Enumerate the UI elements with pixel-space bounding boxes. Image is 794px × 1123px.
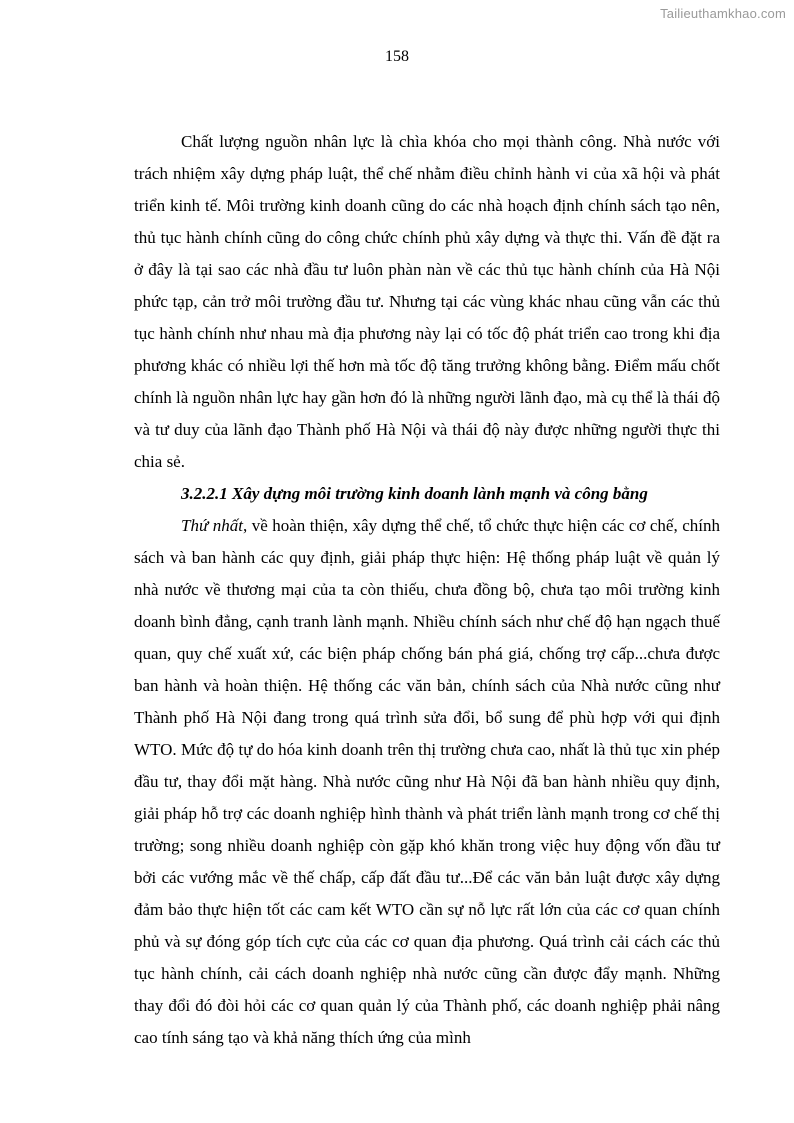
document-body — [134, 126, 720, 1054]
paragraph-2 — [134, 510, 720, 1054]
watermark-text: Tailieuthamkhao.com — [660, 6, 786, 21]
section-heading: 3.2.2.1 Xây dựng môi trường kinh doanh lành mạnh và công bằng — [181, 484, 648, 503]
paragraph-2-text: , về hoàn thiện, xây dựng thể chế, tổ chức thực hiện các cơ chế, chính sách và ban hành các quy định, giải pháp thực hiện: Hệ thống pháp luật về quản lý nhà nước về thương mại của ta còn thiếu, chưa đồng bộ, chưa tạo môi trường kinh doanh bình đẳng, cạnh tranh lành mạnh. Nhiều chính sách như chế độ hạn ngạch thuế quan, quy chế xuất xứ, các biện pháp chống bán phá giá, chống trợ cấp...chưa được ban hành và hoàn thiện. Hệ thống các văn bản, chính sách của Nhà nước cũng như Thành phố Hà Nội đang trong quá trình sửa đổi, bổ sung để phù hợp với qui định WTO. Mức độ tự do hóa kinh doanh trên thị trường chưa cao, nhất là thủ tục xin phép đầu tư, thay đổi mặt hàng. Nhà nước cũng như Hà Nội đã ban hành nhiều quy định, giải pháp hỗ trợ các doanh nghiệp hình thành và phát triển lành mạnh trong cơ chế thị trường; song nhiều doanh nghiệp còn gặp khó khăn trong việc huy động vốn đầu tư bởi các vướng mắc về thế chấp, cấp đất đầu tư...Để các văn bản luật được xây dựng đảm bảo thực hiện tốt các cam kết WTO cần sự nỗ lực rất lớn của các cơ quan chính phủ và sự đóng góp tích cực của các cơ quan địa phương. Quá trình cải cách các thủ tục hành chính, cải cách doanh nghiệp nhà nước cũng cần được đẩy mạnh. Những thay đổi đó đòi hỏi các cơ quan quản lý của Thành phố, các doanh nghiệp phải nâng cao tính sáng tạo và khả năng thích ứng của mình — [134, 516, 720, 1047]
paragraph-1: Chất lượng nguồn nhân lực là chìa khóa cho mọi thành công. Nhà nước với trách nhiệm xây dựng pháp luật, thể chế nhằm điều chỉnh hành vi của xã hội và phát triển kinh tế. Môi trường kinh doanh cũng do các nhà hoạch định chính sách tạo nên, thủ tục hành chính cũng do công chức chính phủ xây dựng và thực thi. Vấn đề đặt ra ở đây là tại sao các nhà đầu tư luôn phàn nàn về các thủ tục hành chính của Hà Nội phức tạp, cản trở môi trường đầu tư. Nhưng tại các vùng khác nhau cũng vẫn các thủ tục hành chính như nhau mà địa phương này lại có tốc độ phát triển cao trong khi địa phương khác có nhiều lợi thế hơn mà tốc độ tăng trưởng không bằng. Điểm mấu chốt chính là nguồn nhân lực hay gần hơn đó là những người lãnh đạo, mà cụ thể là thái độ và tư duy của lãnh đạo Thành phố Hà Nội và thái độ này được những người thực thi chia sẻ. — [134, 132, 720, 471]
paragraph-2-lead: Thứ nhất — [181, 516, 243, 535]
page-number: 158 — [385, 48, 409, 65]
